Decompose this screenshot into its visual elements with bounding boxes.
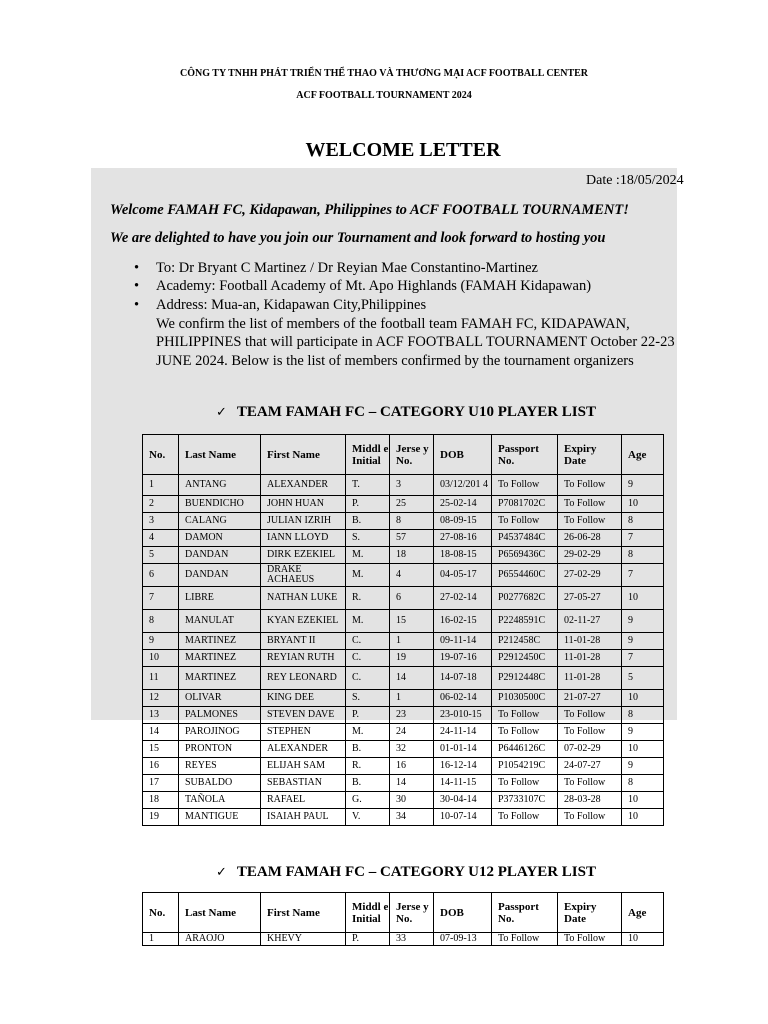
cell-jersey-no: 25 <box>390 496 434 513</box>
table-row <box>143 667 664 690</box>
checkmark-icon: ✓ <box>216 405 227 420</box>
cell-dob: 19-07-16 <box>434 650 492 667</box>
cell-jersey-no: 14 <box>390 667 434 690</box>
cell-middle-initial: M. <box>346 564 390 587</box>
cell-expiry-date: 11-01-28 <box>558 650 622 667</box>
cell-first-name: JOHN HUAN <box>261 496 346 513</box>
cell-dob: 09-11-14 <box>434 633 492 650</box>
cell-first-name: REYIAN RUTH <box>261 650 346 667</box>
col-header-last-name: Last Name <box>179 435 261 475</box>
cell-no: 3 <box>143 513 179 530</box>
col-header-no: No. <box>143 893 179 933</box>
cell-passport-no: P4537484C <box>492 530 558 547</box>
confirmation-paragraph: We confirm the list of members of the football team FAMAH FC, KIDAPAWAN, PHILIPPINES that will participate in ACF FOOTBALL TOURNAMENT October 22-23 JUNE 2024. Below is the list of members confirmed by the tournament organizers <box>156 316 675 369</box>
cell-middle-initial: B. <box>346 741 390 758</box>
cell-first-name: BRYANT II <box>261 633 346 650</box>
cell-dob: 24-11-14 <box>434 724 492 741</box>
cell-middle-initial: M. <box>346 547 390 564</box>
cell-first-name: KHEVY <box>261 933 346 946</box>
cell-jersey-no: 14 <box>390 775 434 792</box>
cell-age: 9 <box>622 758 664 775</box>
cell-no: 14 <box>143 724 179 741</box>
cell-dob: 25-02-14 <box>434 496 492 513</box>
table-row <box>143 792 664 809</box>
cell-first-name: DRAKE ACHAEUS <box>261 564 346 587</box>
cell-expiry-date: 27-02-29 <box>558 564 622 587</box>
cell-no: 1 <box>143 933 179 946</box>
cell-last-name: OLIVAR <box>179 690 261 707</box>
cell-dob: 08-09-15 <box>434 513 492 530</box>
cell-age: 9 <box>622 610 664 633</box>
cell-age: 10 <box>622 690 664 707</box>
col-header-middle-initial: Middl e Initial <box>346 893 390 933</box>
cell-age: 10 <box>622 741 664 758</box>
cell-expiry-date: 27-05-27 <box>558 587 622 610</box>
address-item <box>134 296 591 314</box>
cell-dob: 18-08-15 <box>434 547 492 564</box>
cell-expiry-date: 21-07-27 <box>558 690 622 707</box>
table-row <box>143 758 664 775</box>
cell-expiry-date: 11-01-28 <box>558 633 622 650</box>
cell-passport-no: To Follow <box>492 933 558 946</box>
cell-last-name: ANTANG <box>179 475 261 496</box>
table-row <box>143 741 664 758</box>
cell-no: 18 <box>143 792 179 809</box>
cell-first-name: ALEXANDER <box>261 475 346 496</box>
cell-middle-initial: G. <box>346 792 390 809</box>
cell-no: 4 <box>143 530 179 547</box>
recipient-text: To: Dr Bryant C Martinez / Dr Reyian Mae Constantino-Martinez <box>156 260 538 276</box>
table-row <box>143 633 664 650</box>
cell-last-name: MANTIGUE <box>179 809 261 826</box>
cell-jersey-no: 34 <box>390 809 434 826</box>
cell-first-name: REY LEONARD <box>261 667 346 690</box>
cell-expiry-date: 24-07-27 <box>558 758 622 775</box>
cell-first-name: STEPHEN <box>261 724 346 741</box>
cell-middle-initial: S. <box>346 690 390 707</box>
table-row <box>143 587 664 610</box>
academy-item <box>134 277 591 295</box>
cell-last-name: PALMONES <box>179 707 261 724</box>
col-header-passport-no: Passport No. <box>492 893 558 933</box>
cell-no: 15 <box>143 741 179 758</box>
u10-title-text: TEAM FAMAH FC – CATEGORY U10 PLAYER LIST <box>236 404 596 420</box>
col-header-passport-no: Passport No. <box>492 435 558 475</box>
cell-age: 9 <box>622 724 664 741</box>
u10-player-table <box>142 434 664 826</box>
cell-first-name: SEBASTIAN <box>261 775 346 792</box>
cell-age: 10 <box>622 496 664 513</box>
recipient-item <box>134 259 591 277</box>
cell-jersey-no: 1 <box>390 633 434 650</box>
cell-passport-no: To Follow <box>492 809 558 826</box>
col-header-no: No. <box>143 435 179 475</box>
col-header-dob: DOB <box>434 435 492 475</box>
address-text: Address: Mua-an, Kidapawan City,Philippines <box>156 296 427 313</box>
cell-dob: 06-02-14 <box>434 690 492 707</box>
cell-first-name: ALEXANDER <box>261 741 346 758</box>
cell-no: 9 <box>143 633 179 650</box>
cell-jersey-no: 18 <box>390 547 434 564</box>
col-header-middle-initial: Middl e Initial <box>346 435 390 475</box>
cell-no: 16 <box>143 758 179 775</box>
cell-dob: 01-01-14 <box>434 741 492 758</box>
cell-first-name: KYAN EZEKIEL <box>261 610 346 633</box>
cell-passport-no: To Follow <box>492 475 558 496</box>
cell-age: 7 <box>622 650 664 667</box>
cell-no: 10 <box>143 650 179 667</box>
cell-last-name: CALANG <box>179 513 261 530</box>
cell-dob: 07-09-13 <box>434 933 492 946</box>
cell-last-name: DANDAN <box>179 564 261 587</box>
cell-middle-initial: T. <box>346 475 390 496</box>
cell-middle-initial: B. <box>346 513 390 530</box>
cell-expiry-date: 26-06-28 <box>558 530 622 547</box>
cell-no: 6 <box>143 564 179 587</box>
cell-last-name: BUENDICHO <box>179 496 261 513</box>
col-header-expiry-date: Expiry Date <box>558 893 622 933</box>
cell-dob: 14-11-15 <box>434 775 492 792</box>
cell-passport-no: P2248591C <box>492 610 558 633</box>
cell-dob: 10-07-14 <box>434 809 492 826</box>
cell-age: 10 <box>622 933 664 946</box>
cell-passport-no: P7081702C <box>492 496 558 513</box>
cell-age: 5 <box>622 667 664 690</box>
table-row <box>143 496 664 513</box>
cell-age: 9 <box>622 475 664 496</box>
welcome-line: Welcome FAMAH FC, Kidapawan, Philippines to ACF FOOTBALL TOURNAMENT! <box>110 202 629 218</box>
col-header-age: Age <box>622 893 664 933</box>
bullet-icon: • <box>134 260 140 276</box>
cell-passport-no: To Follow <box>492 724 558 741</box>
cell-expiry-date: To Follow <box>558 809 622 826</box>
cell-no: 17 <box>143 775 179 792</box>
cell-first-name: RAFAEL <box>261 792 346 809</box>
cell-first-name: ISAIAH PAUL <box>261 809 346 826</box>
table-row <box>143 933 664 946</box>
cell-dob: 23-010-15 <box>434 707 492 724</box>
cell-last-name: LIBRE <box>179 587 261 610</box>
cell-no: 11 <box>143 667 179 690</box>
cell-no: 1 <box>143 475 179 496</box>
cell-expiry-date: To Follow <box>558 496 622 513</box>
table-row <box>143 513 664 530</box>
cell-last-name: ARAOJO <box>179 933 261 946</box>
checkmark-icon: ✓ <box>216 865 227 880</box>
cell-age: 9 <box>622 633 664 650</box>
cell-middle-initial: P. <box>346 496 390 513</box>
cell-no: 19 <box>143 809 179 826</box>
cell-no: 2 <box>143 496 179 513</box>
col-header-last-name: Last Name <box>179 893 261 933</box>
cell-expiry-date: 07-02-29 <box>558 741 622 758</box>
bullet-icon: • <box>134 296 140 313</box>
cell-middle-initial: P. <box>346 933 390 946</box>
cell-expiry-date: 11-01-28 <box>558 667 622 690</box>
cell-passport-no: To Follow <box>492 707 558 724</box>
cell-expiry-date: To Follow <box>558 475 622 496</box>
cell-dob: 30-04-14 <box>434 792 492 809</box>
cell-middle-initial: S. <box>346 530 390 547</box>
cell-expiry-date: 28-03-28 <box>558 792 622 809</box>
table-row <box>143 530 664 547</box>
cell-passport-no: P2912448C <box>492 667 558 690</box>
cell-jersey-no: 23 <box>390 707 434 724</box>
cell-middle-initial: V. <box>346 809 390 826</box>
table-row <box>143 690 664 707</box>
cell-jersey-no: 30 <box>390 792 434 809</box>
cell-age: 8 <box>622 707 664 724</box>
table-row <box>143 775 664 792</box>
cell-middle-initial: R. <box>346 587 390 610</box>
cell-dob: 27-02-14 <box>434 587 492 610</box>
cell-first-name: IANN LLOYD <box>261 530 346 547</box>
cell-expiry-date: 02-11-27 <box>558 610 622 633</box>
col-header-age: Age <box>622 435 664 475</box>
cell-passport-no: P6554460C <box>492 564 558 587</box>
cell-no: 5 <box>143 547 179 564</box>
cell-middle-initial: P. <box>346 707 390 724</box>
cell-last-name: PRONTON <box>179 741 261 758</box>
cell-last-name: DANDAN <box>179 547 261 564</box>
cell-jersey-no: 19 <box>390 650 434 667</box>
table-row <box>143 475 664 496</box>
cell-first-name: NATHAN LUKE <box>261 587 346 610</box>
table-row <box>143 809 664 826</box>
table-header-row <box>143 435 664 475</box>
cell-middle-initial: R. <box>346 758 390 775</box>
cell-passport-no: P1030500C <box>492 690 558 707</box>
cell-expiry-date: To Follow <box>558 513 622 530</box>
cell-jersey-no: 16 <box>390 758 434 775</box>
u12-section-title <box>216 864 596 881</box>
cell-age: 8 <box>622 513 664 530</box>
cell-age: 10 <box>622 792 664 809</box>
cell-last-name: MARTINEZ <box>179 650 261 667</box>
cell-age: 8 <box>622 547 664 564</box>
cell-passport-no: P3733107C <box>492 792 558 809</box>
col-header-expiry-date: Expiry Date <box>558 435 622 475</box>
cell-jersey-no: 8 <box>390 513 434 530</box>
cell-middle-initial: M. <box>346 724 390 741</box>
cell-age: 7 <box>622 564 664 587</box>
cell-expiry-date: To Follow <box>558 775 622 792</box>
cell-last-name: REYES <box>179 758 261 775</box>
cell-middle-initial: C. <box>346 633 390 650</box>
cell-dob: 03/12/201 4 <box>434 475 492 496</box>
cell-jersey-no: 32 <box>390 741 434 758</box>
cell-jersey-no: 24 <box>390 724 434 741</box>
cell-passport-no: P6446126C <box>492 741 558 758</box>
cell-age: 8 <box>622 775 664 792</box>
cell-passport-no: P6569436C <box>492 547 558 564</box>
cell-age: 10 <box>622 587 664 610</box>
cell-dob: 16-12-14 <box>434 758 492 775</box>
table-row <box>143 610 664 633</box>
cell-dob: 04-05-17 <box>434 564 492 587</box>
col-header-dob: DOB <box>434 893 492 933</box>
cell-passport-no: P212458C <box>492 633 558 650</box>
cell-no: 7 <box>143 587 179 610</box>
cell-first-name: STEVEN DAVE <box>261 707 346 724</box>
cell-expiry-date: 29-02-29 <box>558 547 622 564</box>
cell-jersey-no: 6 <box>390 587 434 610</box>
table-row <box>143 724 664 741</box>
col-header-jersey-no: Jerse y No. <box>390 893 434 933</box>
u12-title-text: TEAM FAMAH FC – CATEGORY U12 PLAYER LIST <box>236 864 596 880</box>
col-header-first-name: First Name <box>261 893 346 933</box>
cell-jersey-no: 4 <box>390 564 434 587</box>
cell-last-name: DAMON <box>179 530 261 547</box>
cell-dob: 27-08-16 <box>434 530 492 547</box>
cell-passport-no: P2912450C <box>492 650 558 667</box>
u12-player-table <box>142 892 664 946</box>
cell-no: 13 <box>143 707 179 724</box>
cell-first-name: ELIJAH SAM <box>261 758 346 775</box>
cell-passport-no: To Follow <box>492 775 558 792</box>
col-header-first-name: First Name <box>261 435 346 475</box>
col-header-jersey-no: Jerse y No. <box>390 435 434 475</box>
cell-age: 10 <box>622 809 664 826</box>
cell-no: 12 <box>143 690 179 707</box>
cell-middle-initial: C. <box>346 650 390 667</box>
cell-dob: 14-07-18 <box>434 667 492 690</box>
cell-dob: 16-02-15 <box>434 610 492 633</box>
cell-jersey-no: 1 <box>390 690 434 707</box>
u10-section-title <box>216 404 596 421</box>
cell-expiry-date: To Follow <box>558 724 622 741</box>
table-row <box>143 650 664 667</box>
cell-last-name: MANULAT <box>179 610 261 633</box>
cell-last-name: MARTINEZ <box>179 667 261 690</box>
table-row <box>143 547 664 564</box>
cell-passport-no: P1054219C <box>492 758 558 775</box>
academy-text: Academy: Football Academy of Mt. Apo Highlands (FAMAH Kidapawan) <box>156 278 592 295</box>
cell-last-name: MARTINEZ <box>179 633 261 650</box>
cell-passport-no: To Follow <box>492 513 558 530</box>
page-title: WELCOME LETTER <box>305 139 501 161</box>
cell-expiry-date: To Follow <box>558 933 622 946</box>
recipient-info-list <box>134 259 591 314</box>
cell-expiry-date: To Follow <box>558 707 622 724</box>
cell-last-name: TAÑOLA <box>179 792 261 809</box>
delighted-line: We are delighted to have you join our Tournament and look forward to hosting you <box>110 230 606 246</box>
table-row <box>143 707 664 724</box>
cell-middle-initial: M. <box>346 610 390 633</box>
cell-first-name: JULIAN IZRIH <box>261 513 346 530</box>
cell-middle-initial: C. <box>346 667 390 690</box>
tournament-header: ACF FOOTBALL TOURNAMENT 2024 <box>296 90 472 101</box>
table-header-row <box>143 893 664 933</box>
cell-last-name: SUBALDO <box>179 775 261 792</box>
cell-jersey-no: 3 <box>390 475 434 496</box>
cell-age: 7 <box>622 530 664 547</box>
cell-last-name: PAROJINOG <box>179 724 261 741</box>
company-header: CÔNG TY TNHH PHÁT TRIỂN THỂ THAO VÀ THƯƠNG MẠI ACF FOOTBALL CENTER <box>179 68 589 79</box>
cell-jersey-no: 57 <box>390 530 434 547</box>
cell-passport-no: P0277682C <box>492 587 558 610</box>
cell-jersey-no: 33 <box>390 933 434 946</box>
cell-middle-initial: B. <box>346 775 390 792</box>
cell-first-name: DIRK EZEKIEL <box>261 547 346 564</box>
cell-no: 8 <box>143 610 179 633</box>
cell-jersey-no: 15 <box>390 610 434 633</box>
cell-first-name: KING DEE <box>261 690 346 707</box>
table-row <box>143 564 664 587</box>
letter-date: Date :18/05/2024 <box>586 173 684 188</box>
bullet-icon: • <box>134 278 140 295</box>
